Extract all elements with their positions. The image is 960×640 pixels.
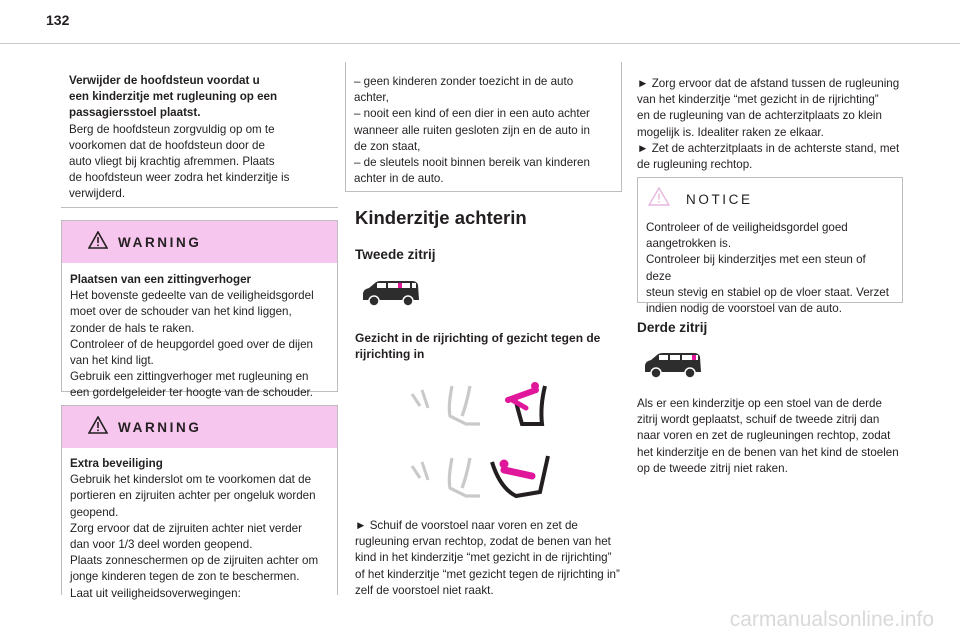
warning-continuation-box (345, 62, 622, 192)
third-row-body (637, 396, 907, 477)
headrest-note-box (61, 62, 338, 208)
warning-line: geopend. (70, 505, 119, 519)
instruction-line: zelf de voorstoel niet raakt. (355, 583, 494, 597)
body-line: zitrij wordt geplaatst, schuif de tweede zitrij dan (637, 413, 880, 427)
headrest-note-line: voorkomen dat de hoofdsteun door de (69, 138, 265, 152)
warning-continuation-line: – geen kinderen zonder toezicht in de auto (354, 75, 574, 88)
body-line: op de tweede zitrij niet raken. (637, 461, 788, 475)
notice-title: NOTICE (686, 191, 753, 207)
seat-distance-instructions (637, 76, 907, 173)
watermark: carmanualsonline.info (729, 608, 934, 631)
child-seat-forward-icon (400, 376, 560, 441)
headrest-note-bold-line: passagiersstoel plaatst. (69, 106, 201, 120)
body-line: het kinderzitje en de benen van het kind de stoelen (637, 445, 899, 459)
notice-header (638, 178, 902, 220)
warning-subtitle: Extra beveiliging (70, 457, 163, 470)
header-divider (0, 43, 960, 44)
subheading-third-row: Derde zitrij (637, 320, 708, 335)
warning-continuation-line: de zon staat, (354, 139, 421, 153)
notice-line: indien nodig de voorstoel van de auto. (646, 302, 842, 316)
warning-triangle-icon (88, 231, 108, 254)
warning-continuation-line: achter, (354, 91, 389, 105)
headrest-note-bold-line: Verwijder de hoofdsteun voordat u (69, 74, 260, 87)
warning-box-extra-safety (61, 405, 338, 600)
warning-line: van het kind ligt. (70, 354, 154, 368)
warning-header (62, 221, 337, 263)
warning-continuation-line: – de sleutels nooit binnen bereik van kinderen (354, 156, 590, 170)
warning-continuation-line: – nooit een kind of een dier in een auto achter (354, 107, 590, 121)
warning-line: een gordelgeleider ter hoogte van de schouder. (70, 386, 314, 400)
body-line: naar voren en zet de rugleuningen rechtop, zodat (637, 429, 891, 443)
headrest-note-line: de hoofdsteun weer zodra het kinderzitje is (69, 171, 290, 185)
headrest-note-bold-line: een kinderzitje met rugleuning op een (69, 90, 278, 104)
warning-continuation-line: wanneer alle ruiten gesloten zijn en de auto in (354, 123, 590, 137)
notice-line: aangetrokken is. (646, 237, 732, 251)
instruction-line: van het kinderzitje “met gezicht in de rijrichting” (637, 93, 879, 107)
instruction-line: ► Zet de achterzitplaats in de achterste stand, met (637, 141, 900, 155)
headrest-note-line: Berg de hoofdsteun zorgvuldig op om te (69, 122, 275, 136)
notice-line: Controleer bij kinderzitjes met een steun of deze (646, 253, 866, 283)
headrest-note-line: verwijderd. (69, 187, 126, 201)
notice-box (637, 177, 903, 316)
instruction-line: kind in het kinderzitje “met gezicht in de rijrichting” (355, 551, 612, 565)
body-line: Als er een kinderzitje op een stoel van de derde (637, 397, 882, 410)
direction-title-line: rijrichting in (355, 347, 425, 362)
warning-line: Laat uit veiligheidsoverwegingen: (70, 586, 241, 600)
instruction-line: ► Schuif de voorstoel naar voren en zet de (355, 519, 578, 532)
warning-line: Controleer of de heupgordel goed over de dijen (70, 337, 313, 351)
warning-line: zonder de hals te raken. (70, 321, 195, 335)
van-icon (360, 280, 422, 313)
page-number: 132 (46, 12, 70, 28)
second-row-instruction (355, 518, 625, 599)
warning-line: Zorg ervoor dat de zijruiten achter niet verder (70, 521, 302, 535)
warning-continuation-line: achter in de auto. (354, 172, 444, 186)
warning-line: dan voor 1/3 deel worden geopend. (70, 538, 253, 552)
warning-box-booster (61, 220, 338, 400)
subheading-second-row: Tweede zitrij (355, 247, 436, 262)
notice-line: steun stevig en stabiel op de vloer staat. Verzet (646, 285, 889, 299)
instruction-line: de rugleuning rechtop. (637, 158, 753, 172)
notice-line: Controleer of de veiligheidsgordel goed (646, 221, 848, 234)
direction-title-line: Gezicht in de rijrichting of gezicht tegen de (355, 331, 601, 345)
warning-header (62, 406, 337, 448)
warning-triangle-icon (88, 416, 108, 439)
warning-line: Het bovenste gedeelte van de veiligheidsgordel (70, 289, 314, 303)
van-icon (642, 352, 704, 385)
instruction-line: of het kinderzitje “met gezicht tegen de rijrichting in” (355, 567, 620, 581)
warning-line: moet over de schouder van het kind liggen, (70, 305, 292, 319)
instruction-line: rugleuning ervan rechtop, zodat de benen van het (355, 535, 611, 549)
warning-line: portieren en zijruiten achter per ongeluk worden (70, 489, 316, 503)
instruction-line: mogelijk is. Idealiter raken ze elkaar. (637, 125, 824, 139)
warning-line: Gebruik het kinderslot om te voorkomen dat de (70, 473, 312, 487)
warning-title: WARNING (118, 234, 202, 250)
warning-line: Plaats zonneschermen op de zijruiten achter om (70, 554, 319, 568)
instruction-line: en de rugleuning van de achterzitplaats zo klein (637, 109, 882, 123)
section-heading: Kinderzitje achterin (355, 207, 527, 228)
warning-title: WARNING (118, 419, 202, 435)
child-seat-rearward-icon (400, 448, 560, 513)
headrest-note-line: auto vliegt bij krachtig afremmen. Plaats (69, 155, 275, 169)
headrest-note (61, 62, 338, 203)
instruction-line: ► Zorg ervoor dat de afstand tussen de rugleuning (637, 77, 900, 90)
direction-title (355, 330, 620, 362)
warning-line: jonge kinderen tegen de zon te beschermen. (70, 570, 300, 584)
notice-triangle-icon (648, 187, 670, 211)
warning-subtitle: Plaatsen van een zittingverhoger (70, 273, 252, 286)
warning-line: Gebruik een zittingverhoger met rugleuning en (70, 370, 309, 384)
